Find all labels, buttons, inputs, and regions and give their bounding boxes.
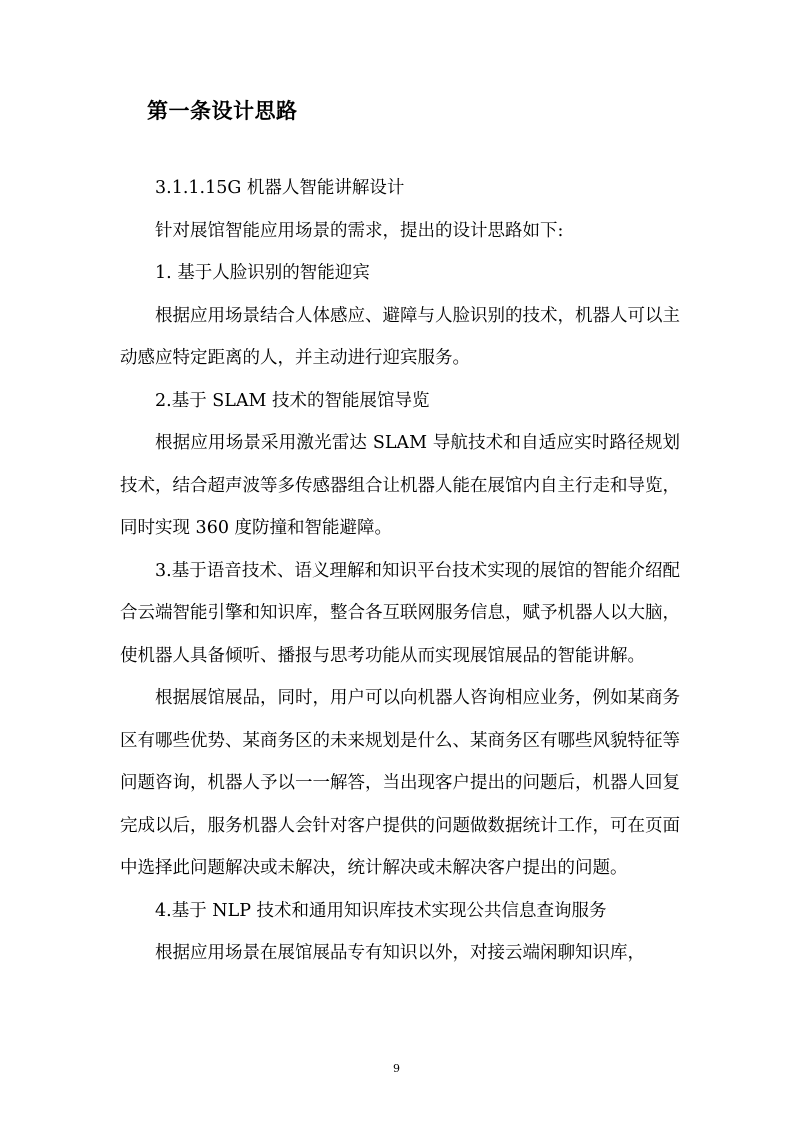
paragraph: 根据应用场景结合人体感应、避障与人脸识别的技术，机器人可以主动感应特定距离的人，并主动进行迎宾服务。 xyxy=(120,305,680,368)
section-heading: 第一条设计思路 xyxy=(147,98,298,123)
paragraph: 1. 基于人脸识别的智能迎宾 xyxy=(155,263,370,283)
paragraph: 2.基于 SLAM 技术的智能展馆导览 xyxy=(155,390,430,411)
paragraph: 3.基于语音技术、语义理解和知识平台技术实现的展馆的智能介绍配合云端智能引擎和知识库，整合各互联网服务信息，赋予机器人以大脑，使机器人具备倾听、播报与思考功能从而实现展馆展品的智能讲解。 xyxy=(120,560,680,666)
body-text xyxy=(120,167,680,975)
paragraph: 根据展馆展品，同时，用户可以向机器人咨询相应业务，例如某商务区有哪些优势、某商务区的未来规划是什么、某商务区有哪些风貌特征等问题咨询，机器人予以一一解答，当出现客户提出的问题后，机器人回复完成以后，服务机器人会针对客户提供的问题做数据统计工作，可在页面中选择此问题解决或未解决，统计解决或未解决客户提出的问题。 xyxy=(120,688,680,878)
paragraph: 根据应用场景采用激光雷达 SLAM 导航技术和自适应实时路径规划技术，结合超声波等多传感器组合让机器人能在展馆内自主行走和导览，同时实现 360 度防撞和智能避障。 xyxy=(120,433,680,538)
paragraph: 针对展馆智能应用场景的需求，提出的设计思路如下: xyxy=(155,220,564,241)
paragraph: 根据应用场景在展馆展品专有知识以外，对接云端闲聊知识库， xyxy=(155,943,645,963)
page-number: 9 xyxy=(393,1062,400,1075)
paragraph: 4.基于 NLP 技术和通用知识库技术实现公共信息查询服务 xyxy=(155,900,607,921)
paragraph: 3.1.1.15G 机器人智能讲解设计 xyxy=(155,178,405,198)
